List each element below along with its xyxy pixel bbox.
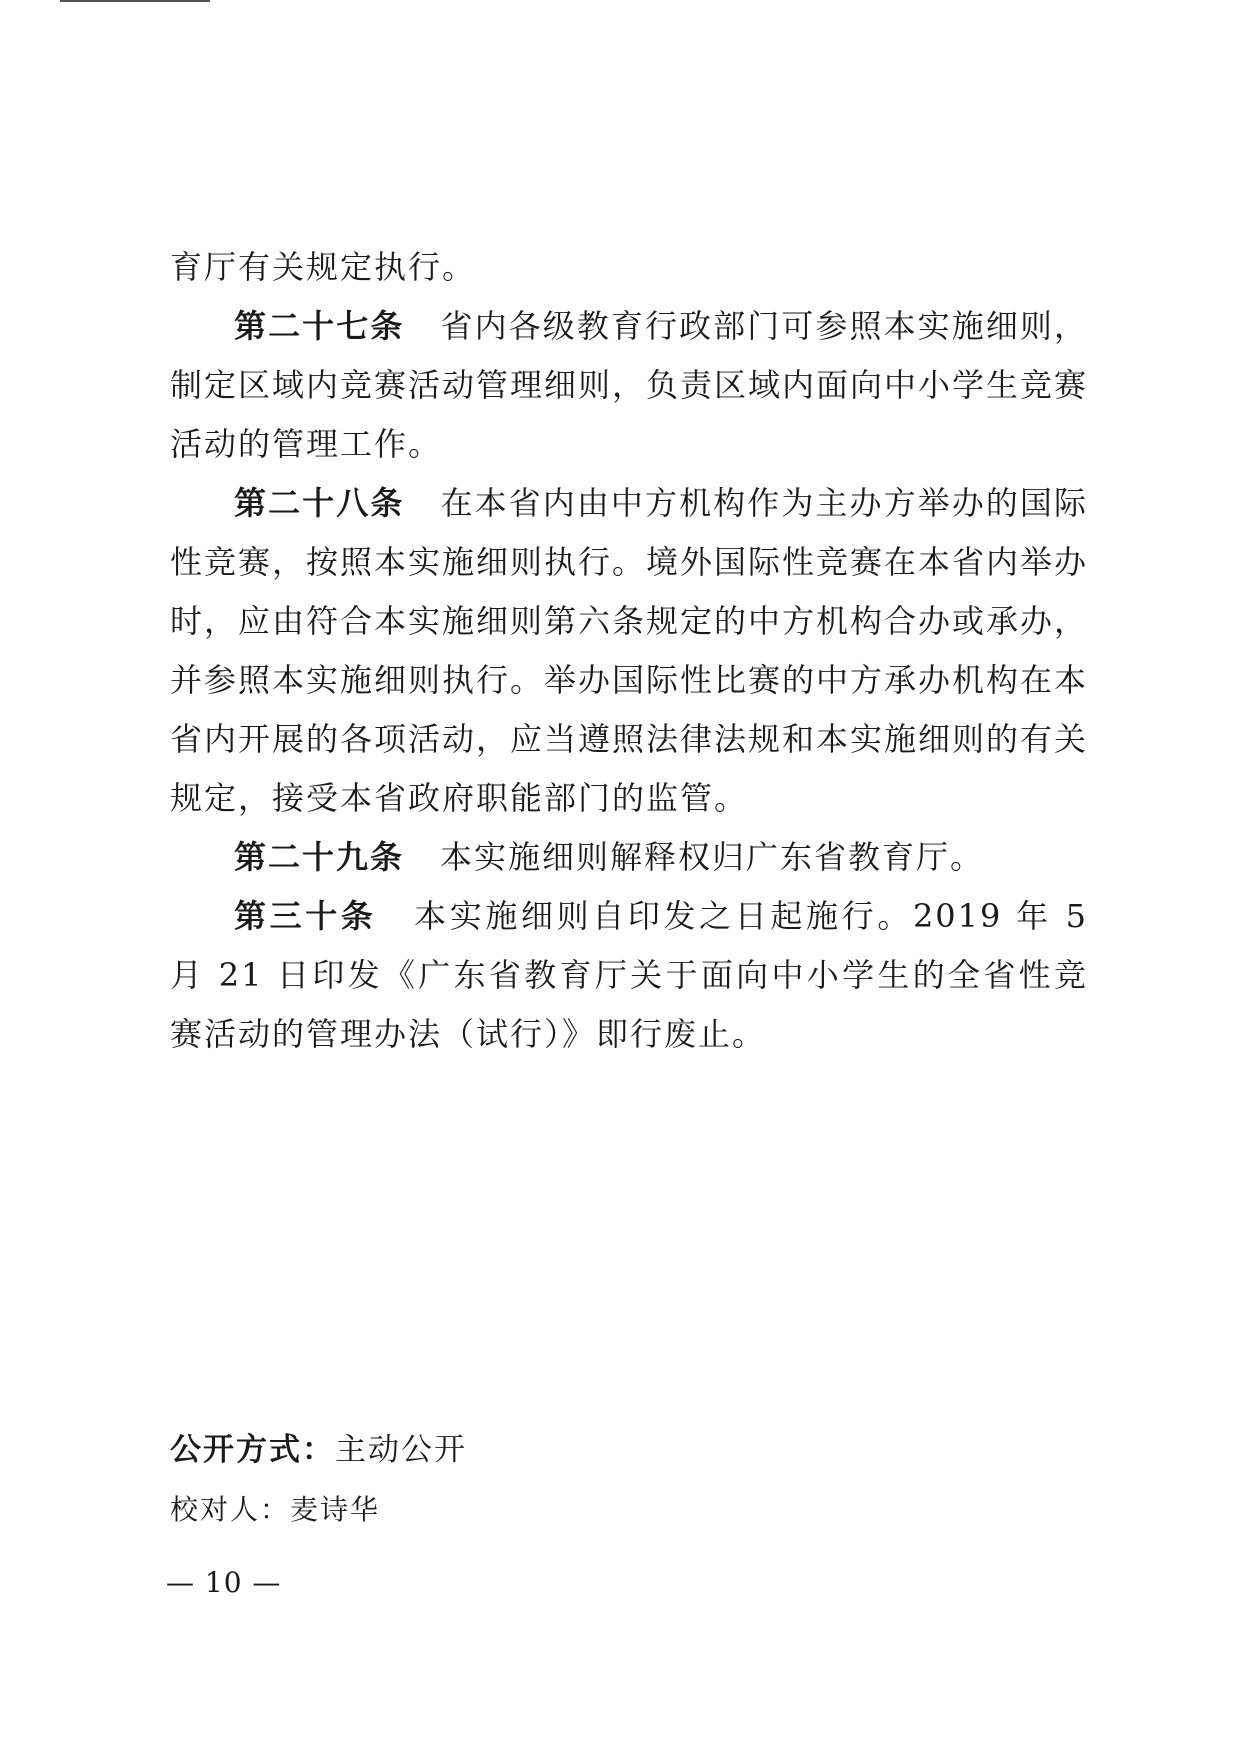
article-title: 第二十七条 bbox=[234, 307, 405, 345]
disclosure-value: 主动公开 bbox=[335, 1432, 467, 1468]
scan-edge-mark bbox=[60, 0, 210, 2]
article-30 bbox=[170, 887, 1088, 1064]
disclosure-label: 公开方式： bbox=[170, 1432, 335, 1468]
proofreader-line bbox=[170, 1482, 1088, 1538]
article-title: 第二十九条 bbox=[234, 838, 405, 876]
article-text: 本实施细则解释权归广东省教育厅。 bbox=[440, 838, 985, 876]
article-title: 第三十条 bbox=[234, 897, 377, 935]
article-text: 省内各级教育行政部门可参照本实施细则，制定区域内竞赛活动管理细则，负责区域内面向中小学生竞赛活动的管理工作。 bbox=[170, 307, 1089, 463]
document-body bbox=[170, 238, 1088, 1064]
continuation-text: 育厅有关规定执行。 bbox=[170, 248, 477, 286]
disclosure-line bbox=[170, 1420, 1088, 1480]
proofreader-name: 麦诗华 bbox=[290, 1493, 381, 1526]
article-title: 第二十八条 bbox=[234, 484, 405, 522]
article-text: 本实施细则自印发之日起施行。2019 年 5 月 21 日印发《广东省教育厅关于面向中小学生的全省性竞赛活动的管理办法（试行）》即行废止。 bbox=[170, 897, 1088, 1053]
document-footer bbox=[170, 1420, 1088, 1538]
article-29 bbox=[170, 828, 1088, 887]
page-number: — 10 — bbox=[166, 1566, 282, 1599]
proofreader-label: 校对人： bbox=[170, 1493, 291, 1526]
article-text: 在本省内由中方机构作为主办方举办的国际性竞赛，按照本实施细则执行。境外国际性竞赛在本省内举办时，应由符合本实施细则第六条规定的中方机构合办或承办，并参照本实施细则执行。举办国际性比赛的中方承办机构在本省内开展的各项活动，应当遵照法律法规和本实施细则的有关规定，接受本省政府职能部门的监管。 bbox=[170, 484, 1089, 817]
article-28 bbox=[170, 474, 1088, 828]
article-27 bbox=[170, 297, 1088, 474]
